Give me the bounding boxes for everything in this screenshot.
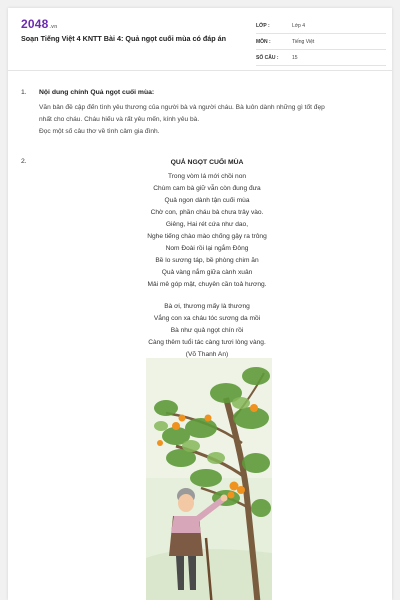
poem-line: Quả ngon dành tận cuối mùa [164,197,250,204]
header-divider [8,70,392,71]
poem-line: Vắng con xa cháu tóc sương da mồi [153,315,261,322]
meta-table [256,18,386,66]
meta-value: Lớp 4 [292,23,306,29]
poem-line: Giêng, Hai rét cứa như dao, [165,221,249,228]
poem-title: QUẢ NGỌT CUỐI MÙA [170,159,244,166]
meta-key: LỚP : [256,23,270,29]
section-1-line: nhất cho cháu. Cháu hiếu và rất yêu mến, kính yêu bà. [39,116,200,123]
section-1-title: Nội dung chính Quả ngọt cuối mùa: [39,89,155,96]
meta-value: 15 [292,55,298,61]
poem-line: Càng thêm tuổi tác càng tươi lòng vàng. [148,339,266,346]
poem-line: Quả vàng nắm giữa cành xuân [161,269,253,276]
document-title: Soạn Tiếng Việt 4 KNTT Bài 4: Quả ngọt cuối mùa có đáp án [21,34,227,43]
site-logo[interactable] [21,17,57,31]
poem-line: Mải mê góp mật, chuyên cần toả hương. [147,281,267,288]
poem-line: Chờ con, phần cháu bà chưa trảy vào. [150,209,264,216]
section-1-number: 1. [21,89,27,96]
section-1-body [39,102,384,138]
poem-line: Nghe tiếng chào mào chống gậy ra trông [147,233,267,240]
section-1-line: Đọc một số câu thơ về tình cảm gia đình. [39,128,160,135]
meta-row-subject [256,34,386,50]
document-page [8,8,392,600]
poem-line: Bà ơi, thương mấy là thương [164,303,250,310]
meta-key: SỐ CÂU : [256,55,279,61]
poem-line: Bà như quả ngọt chín rồi [170,327,244,334]
section-1-line: Văn bản đề cập đến tình yêu thương của người bà và người cháu. Bà luôn dành những gì tốt đẹp [39,104,325,111]
poem-line: Nom Đoài rồi lại ngắm Đông [165,245,249,252]
poem-illustration [146,358,272,600]
meta-row-question-count [256,50,386,66]
meta-value: Tiếng Việt [292,39,315,45]
meta-key: MÔN : [256,39,271,45]
logo-suffix: .vn [49,24,58,30]
logo-text: 2048 [21,17,49,31]
poem-line: Chùm cam bà giữ vẫn còn đung đưa [153,185,261,192]
stanza-gap [48,291,366,301]
poem-line: Trong vòm lá mới chồi non [167,173,247,180]
poem [48,157,366,361]
section-2-number: 2. [21,158,27,165]
document-header [8,8,392,70]
meta-row-grade [256,18,386,34]
poem-line: Bề lo sương táp, bề phòng chim ăn [155,257,259,264]
poem-author: (Võ Thanh An) [185,351,229,358]
